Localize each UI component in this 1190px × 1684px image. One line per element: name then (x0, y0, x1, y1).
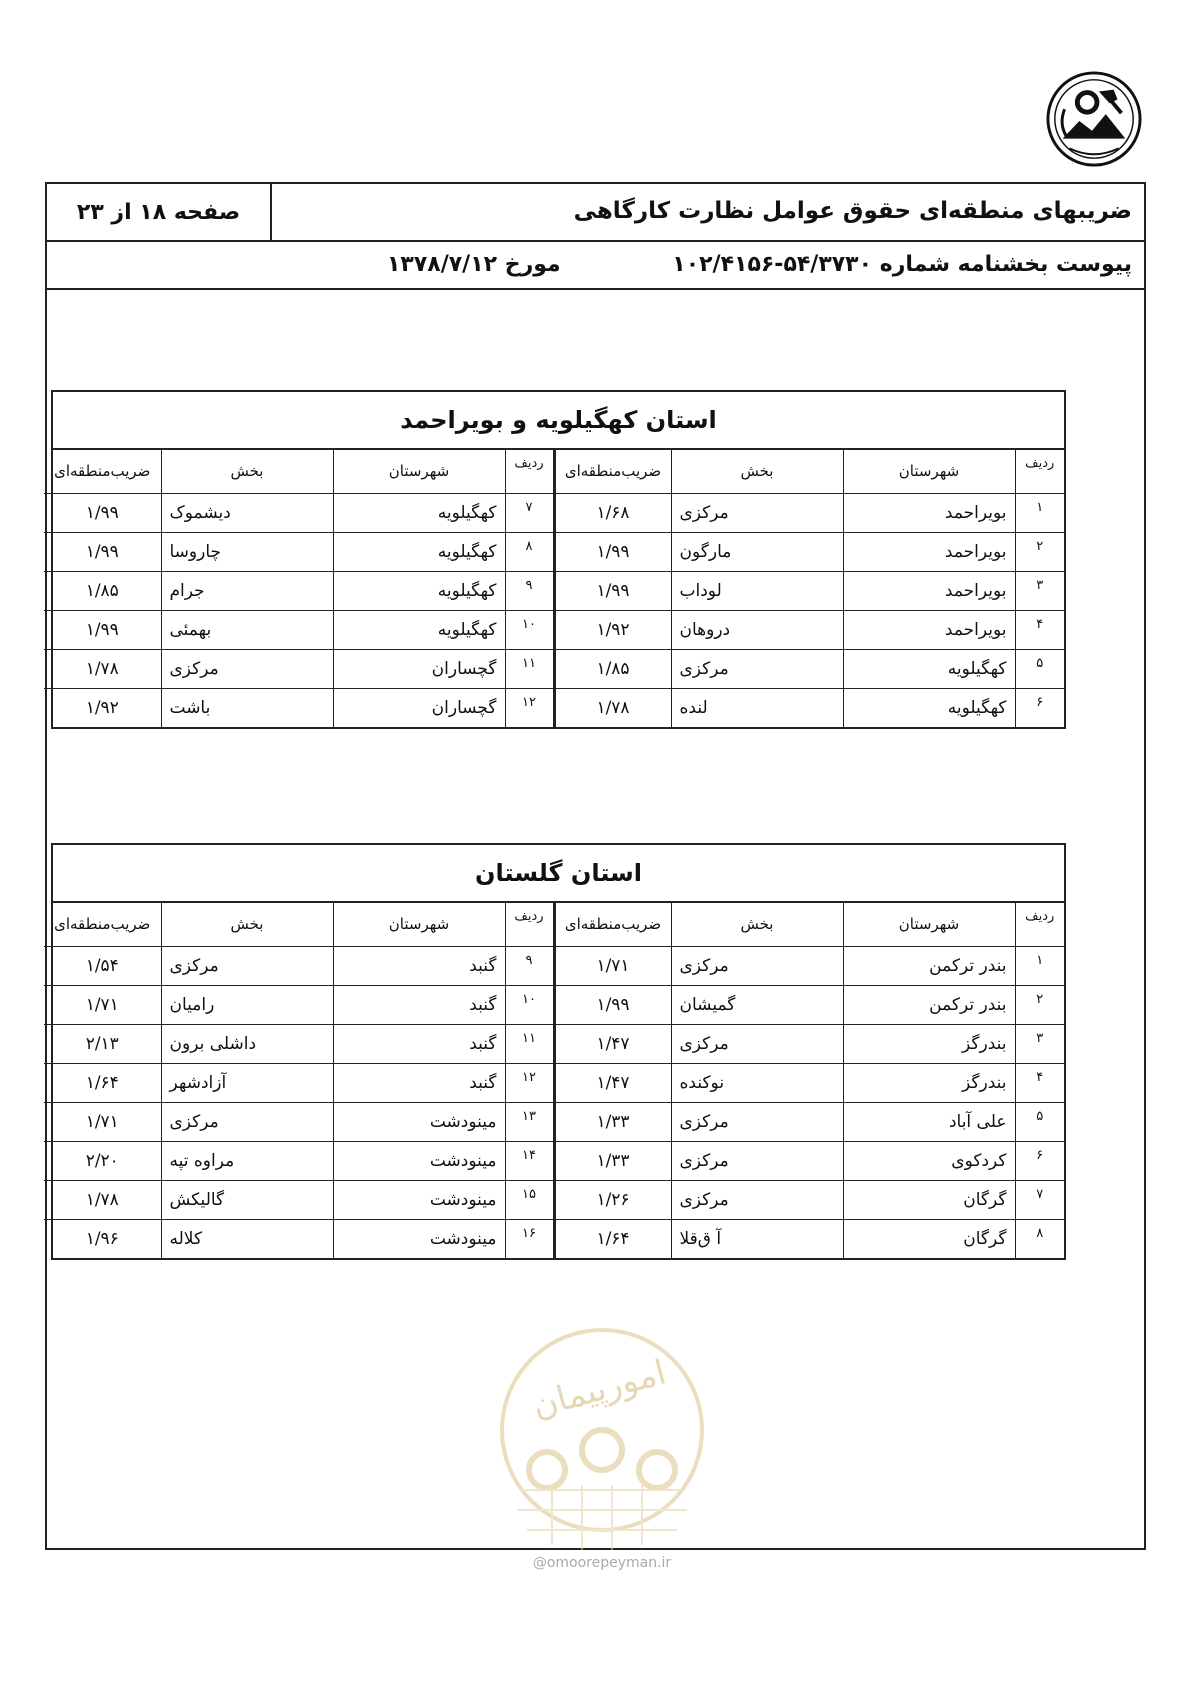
cell-shahrestan: مینودشت (333, 1219, 505, 1258)
cell-zarib: ۱/۷۸ (44, 649, 161, 688)
cell-radif: ۳ (1015, 1024, 1064, 1063)
table-row (44, 493, 1064, 532)
cell-bakhsh: لوداب (671, 571, 843, 610)
cell-zarib: ۱/۷۸ (554, 688, 671, 727)
cell-shahrestan: کهگیلویه (333, 610, 505, 649)
document-title: ضریبهای منطقه‌ای حقوق عوامل نظارت کارگاهی (573, 198, 1132, 224)
watermark-url: @omoorepeyman.ir (532, 1555, 672, 1571)
cell-bakhsh: چاروسا (161, 532, 333, 571)
cell-radif: ۱ (1015, 493, 1064, 532)
cell-zarib: ۱/۹۹ (44, 532, 161, 571)
cell-radif: ۱۲ (505, 688, 554, 727)
cell-bakhsh: مرکزی (161, 1102, 333, 1141)
page-number: صفحه ۱۸ از ۲۳ (47, 184, 272, 240)
cell-shahrestan: بویراحمد (843, 610, 1015, 649)
cell-zarib: ۱/۳۳ (554, 1102, 671, 1141)
cell-bakhsh: گالیکش (161, 1180, 333, 1219)
cell-bakhsh: مارگون (671, 532, 843, 571)
col-header-zarib: ضریب‌منطقه‌ای (44, 450, 161, 493)
cell-shahrestan: مینودشت (333, 1180, 505, 1219)
table-row (44, 649, 1064, 688)
svg-text:امورپیمان: امورپیمان (528, 1352, 671, 1427)
cell-bakhsh: آ ق‌قلا (671, 1219, 843, 1258)
cell-zarib: ۱/۹۹ (554, 571, 671, 610)
table-row (44, 688, 1064, 727)
cell-bakhsh: بهمئی (161, 610, 333, 649)
col-header-radif: ردیف (505, 903, 554, 946)
table-row (44, 1063, 1064, 1102)
watermark-logo (492, 1320, 712, 1565)
cell-shahrestan: گچساران (333, 649, 505, 688)
cell-bakhsh: داشلی برون (161, 1024, 333, 1063)
table-row (44, 946, 1064, 985)
cell-zarib: ۱/۹۲ (44, 688, 161, 727)
table-row (44, 1180, 1064, 1219)
cell-shahrestan: کهگیلویه (333, 493, 505, 532)
cell-bakhsh: گمیشان (671, 985, 843, 1024)
province-title: استان کهگیلویه و بویراحمد (53, 392, 1064, 450)
col-header-radif: ردیف (1015, 903, 1064, 946)
cell-radif: ۱ (1015, 946, 1064, 985)
cell-radif: ۲ (1015, 985, 1064, 1024)
col-header-shahrestan: شهرستان (843, 450, 1015, 493)
cell-bakhsh: باشت (161, 688, 333, 727)
cell-zarib: ۱/۴۷ (554, 1063, 671, 1102)
cell-radif: ۳ (1015, 571, 1064, 610)
cell-shahrestan: مینودشت (333, 1102, 505, 1141)
cell-zarib: ۱/۹۹ (44, 493, 161, 532)
table-row (44, 1102, 1064, 1141)
coefficient-table (44, 450, 1064, 727)
cell-radif: ۱۱ (505, 649, 554, 688)
cell-shahrestan: کردکوی (843, 1141, 1015, 1180)
cell-zarib: ۲/۱۳ (44, 1024, 161, 1063)
cell-radif: ۵ (1015, 649, 1064, 688)
cell-zarib: ۱/۷۱ (554, 946, 671, 985)
cell-bakhsh: رامیان (161, 985, 333, 1024)
cell-shahrestan: گنبد (333, 985, 505, 1024)
cell-radif: ۱۴ (505, 1141, 554, 1180)
table-row (44, 985, 1064, 1024)
cell-bakhsh: نوکنده (671, 1063, 843, 1102)
circular-date: مورخ ۱۳۷۸/۷/۱۲ (387, 252, 561, 277)
cell-shahrestan: گرگان (843, 1180, 1015, 1219)
cell-radif: ۱۱ (505, 1024, 554, 1063)
cell-shahrestan: بندرگز (843, 1024, 1015, 1063)
cell-bakhsh: مرکزی (671, 1102, 843, 1141)
cell-zarib: ۱/۶۴ (554, 1219, 671, 1258)
cell-radif: ۵ (1015, 1102, 1064, 1141)
cell-zarib: ۲/۲۰ (44, 1141, 161, 1180)
cell-shahrestan: کهگیلویه (333, 571, 505, 610)
col-header-bakhsh: بخش (161, 450, 333, 493)
table-header-row (44, 450, 1064, 493)
cell-shahrestan: بویراحمد (843, 571, 1015, 610)
cell-shahrestan: کهگیلویه (333, 532, 505, 571)
cell-zarib: ۱/۹۹ (44, 610, 161, 649)
cell-zarib: ۱/۸۵ (554, 649, 671, 688)
circular-number: پیوست بخشنامه شماره ۵۴/۳۷۳۰-۱۰۲/۴۱۵۶ (672, 252, 1132, 277)
coefficient-table (44, 903, 1064, 1258)
cell-shahrestan: بندر ترکمن (843, 985, 1015, 1024)
cell-zarib: ۱/۷۱ (44, 1102, 161, 1141)
cell-radif: ۴ (1015, 1063, 1064, 1102)
province-table-kohgiluyeh (51, 390, 1066, 729)
cell-bakhsh: لنده (671, 688, 843, 727)
cell-radif: ۱۲ (505, 1063, 554, 1102)
cell-zarib: ۱/۲۶ (554, 1180, 671, 1219)
cell-shahrestan: گنبد (333, 946, 505, 985)
col-header-zarib: ضریب‌منطقه‌ای (44, 903, 161, 946)
cell-zarib: ۱/۹۹ (554, 985, 671, 1024)
cell-zarib: ۱/۹۲ (554, 610, 671, 649)
cell-radif: ۴ (1015, 610, 1064, 649)
cell-bakhsh: مرکزی (671, 1141, 843, 1180)
cell-bakhsh: آزادشهر (161, 1063, 333, 1102)
col-header-radif: ردیف (505, 450, 554, 493)
table-row (44, 571, 1064, 610)
cell-bakhsh: کلاله (161, 1219, 333, 1258)
col-header-bakhsh: بخش (671, 903, 843, 946)
cell-zarib: ۱/۵۴ (44, 946, 161, 985)
cell-shahrestan: بویراحمد (843, 493, 1015, 532)
cell-zarib: ۱/۹۹ (554, 532, 671, 571)
cell-zarib: ۱/۴۷ (554, 1024, 671, 1063)
cell-shahrestan: گنبد (333, 1024, 505, 1063)
header-row-title (47, 184, 1144, 242)
col-header-shahrestan: شهرستان (333, 903, 505, 946)
cell-bakhsh: دیشموک (161, 493, 333, 532)
cell-bakhsh: مرکزی (161, 946, 333, 985)
col-header-zarib: ضریب‌منطقه‌ای (554, 450, 671, 493)
province-table-golestan (51, 843, 1066, 1260)
table-row (44, 610, 1064, 649)
cell-radif: ۶ (1015, 1141, 1064, 1180)
cell-bakhsh: مرکزی (671, 946, 843, 985)
cell-shahrestan: گنبد (333, 1063, 505, 1102)
cell-radif: ۲ (1015, 532, 1064, 571)
cell-radif: ۱۰ (505, 610, 554, 649)
cell-radif: ۸ (505, 532, 554, 571)
cell-shahrestan: گچساران (333, 688, 505, 727)
header-row-circular (47, 242, 1144, 290)
col-header-shahrestan: شهرستان (333, 450, 505, 493)
table-row (44, 532, 1064, 571)
cell-zarib: ۱/۸۵ (44, 571, 161, 610)
cell-shahrestan: بندر ترکمن (843, 946, 1015, 985)
organization-logo (1045, 70, 1143, 168)
cell-radif: ۷ (1015, 1180, 1064, 1219)
table-row (44, 1219, 1064, 1258)
province-title: استان گلستان (53, 845, 1064, 903)
col-header-bakhsh: بخش (671, 450, 843, 493)
cell-shahrestan: گرگان (843, 1219, 1015, 1258)
cell-bakhsh: مرکزی (671, 1180, 843, 1219)
cell-shahrestan: بویراحمد (843, 532, 1015, 571)
table-row (44, 1024, 1064, 1063)
cell-radif: ۱۵ (505, 1180, 554, 1219)
cell-radif: ۹ (505, 946, 554, 985)
col-header-bakhsh: بخش (161, 903, 333, 946)
col-header-radif: ردیف (1015, 450, 1064, 493)
cell-shahrestan: علی آباد (843, 1102, 1015, 1141)
cell-shahrestan: بندرگز (843, 1063, 1015, 1102)
cell-radif: ۷ (505, 493, 554, 532)
cell-radif: ۱۳ (505, 1102, 554, 1141)
cell-shahrestan: کهگیلویه (843, 649, 1015, 688)
cell-radif: ۹ (505, 571, 554, 610)
cell-bakhsh: مرکزی (161, 649, 333, 688)
cell-radif: ۱۶ (505, 1219, 554, 1258)
cell-zarib: ۱/۶۴ (44, 1063, 161, 1102)
cell-bakhsh: جرام (161, 571, 333, 610)
cell-zarib: ۱/۷۸ (44, 1180, 161, 1219)
cell-bakhsh: مرکزی (671, 649, 843, 688)
cell-bakhsh: دروهان (671, 610, 843, 649)
cell-shahrestan: کهگیلویه (843, 688, 1015, 727)
table-header-row (44, 903, 1064, 946)
cell-radif: ۸ (1015, 1219, 1064, 1258)
table-row (44, 1141, 1064, 1180)
cell-shahrestan: مینودشت (333, 1141, 505, 1180)
cell-zarib: ۱/۷۱ (44, 985, 161, 1024)
cell-bakhsh: مرکزی (671, 1024, 843, 1063)
col-header-zarib: ضریب‌منطقه‌ای (554, 903, 671, 946)
col-header-shahrestan: شهرستان (843, 903, 1015, 946)
cell-bakhsh: مرکزی (671, 493, 843, 532)
cell-zarib: ۱/۳۳ (554, 1141, 671, 1180)
cell-radif: ۱۰ (505, 985, 554, 1024)
cell-bakhsh: مراوه تپه (161, 1141, 333, 1180)
cell-radif: ۶ (1015, 688, 1064, 727)
cell-zarib: ۱/۹۶ (44, 1219, 161, 1258)
cell-zarib: ۱/۶۸ (554, 493, 671, 532)
